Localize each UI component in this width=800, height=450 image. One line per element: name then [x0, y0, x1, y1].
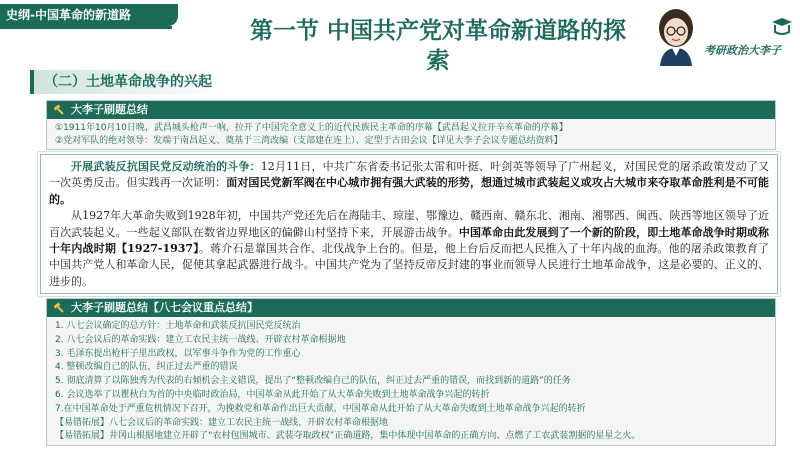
key-points-body [47, 317, 775, 447]
section-heading: （二）土地革命战争的兴起 [30, 70, 222, 94]
paragraph-2 [49, 208, 769, 290]
key-point-item: 4. 整顿改编自己的队伍，纠正过去严重的错误 [55, 362, 238, 373]
avatar [654, 6, 698, 66]
paragraph-text: 从1927年大革命失败到1928年初，中国共产党还先后在海陆丰、琼崖、鄂豫边、赣西南、赣东北、湘南、湘鄂西、闽西、陕西等地区领导了近百次武装起义。一些起义部队在数省边界地区的偏僻山村坚持下来，开展游击战争。 [49, 209, 769, 239]
key-point-item: 1. 八七会议确定的总方针：土地革命和武装反抗国民党反统治 [55, 321, 301, 331]
key-points-title: 大李子刷题总结【八七会议重点总结】 [71, 301, 258, 314]
summary-panel-header [47, 101, 775, 119]
key-point-item: 5. 彻底清算了以陈独秀为代表的右倾机会主义错误，提出了“整顿改编自己的队伍，纠正过去严重的错误，而找到新的道路”的任务 [55, 376, 571, 387]
key-point-item: 【易错拓展】八七会议后的革命实践：建立工农民主统一战线、开辟农村革命根据地 [55, 417, 389, 428]
summary-item: ①1911年10月10日晚，武昌城头枪声一响，拉开了中国完全意义上的近代民族民主革命的序幕【武昌起义拉开辛亥革命的序幕】 [55, 123, 568, 133]
header-tag: 史纲-中国革命的新道路 [0, 4, 178, 26]
key-points-header [47, 299, 775, 317]
paragraph-lead: 开展武装反抗国民党反动统治的斗争： [71, 160, 261, 173]
key-point-item: 6. 会议选举了以瞿秋白为首的中央临时政治局，中国革命从此开始了从大革命失败到土地革命战争兴起的转折 [55, 389, 490, 400]
key-point-item: 2. 八七会议后的革命实践：建立工农民主统一战线、开辟农村革命根据地 [55, 334, 346, 345]
book-icon [770, 16, 794, 38]
paragraph-emphasis: 中国革命由此发展到了一个新的阶段，即土地革命战争时期或称十年内战时期【1927-1937】 [49, 225, 769, 256]
page-title [228, 16, 648, 76]
header-rule [0, 26, 172, 29]
main-content [40, 154, 778, 294]
summary-panel-title: 大李子刷题总结 [71, 103, 148, 116]
summary-item: ②党对军队的绝对领导：发端于南昌起义、奠基于三湾改编（支部建在连上）、定型于古田会议【详见大李子会议专题总结资料】 [55, 136, 563, 146]
page-title-line2: 索 [426, 48, 450, 74]
gavel-icon [53, 104, 65, 116]
paragraph-1 [49, 159, 769, 208]
brand-text: 考研政治大李子 [704, 44, 781, 57]
paragraph-text: 12月11日，中共广东省委书记张太雷和叶挺、叶剑英等领导了广州起义，对国民党的屠杀政策发动了又一次英勇反击。但实践再一次证明： [49, 160, 770, 190]
key-point-item: 7.在中国革命处于严重危机情况下召开，为挽救党和革命作出巨大贡献，中国革命从此开始了从大革命失败到土地革命战争兴起的转折 [55, 403, 586, 414]
gavel-icon [53, 302, 65, 314]
summary-panel-body [47, 119, 775, 151]
page-title-line1: 第一节 中国共产党对革命新道路的探 [249, 18, 626, 44]
summary-panel [46, 100, 776, 150]
brand [650, 4, 800, 70]
paragraph-emphasis: 面对国民党新军阀在中心城市拥有强大武装的形势，想通过城市武装起义或攻占大城市来夺取革命胜利是不可能的。 [49, 176, 769, 206]
paragraph-text: 。蒋介石是靠国共合作、北伐战争上台的。但是，他上台后反而把人民推入了十年内战的血海。他的屠杀政策教育了中国共产党人和革命人民，促使其拿起武器进行战斗。中国共产党为了坚持反帝反封建的事业而领导人民进行土地革命战争，这是必要的、正义的、进步的。 [49, 242, 770, 288]
key-points-panel [46, 298, 776, 446]
key-point-item: 3. 毛泽东提出枪杆子里出政权，以军事斗争作为党的工作重心 [55, 348, 301, 359]
key-point-item: 【易错拓展】井冈山根据地建立开辟了“农村包围城市、武装夺取政权”正确道路，集中体现中国革命的正确方向、点燃了工农武装割据的星星之火。 [55, 431, 641, 442]
